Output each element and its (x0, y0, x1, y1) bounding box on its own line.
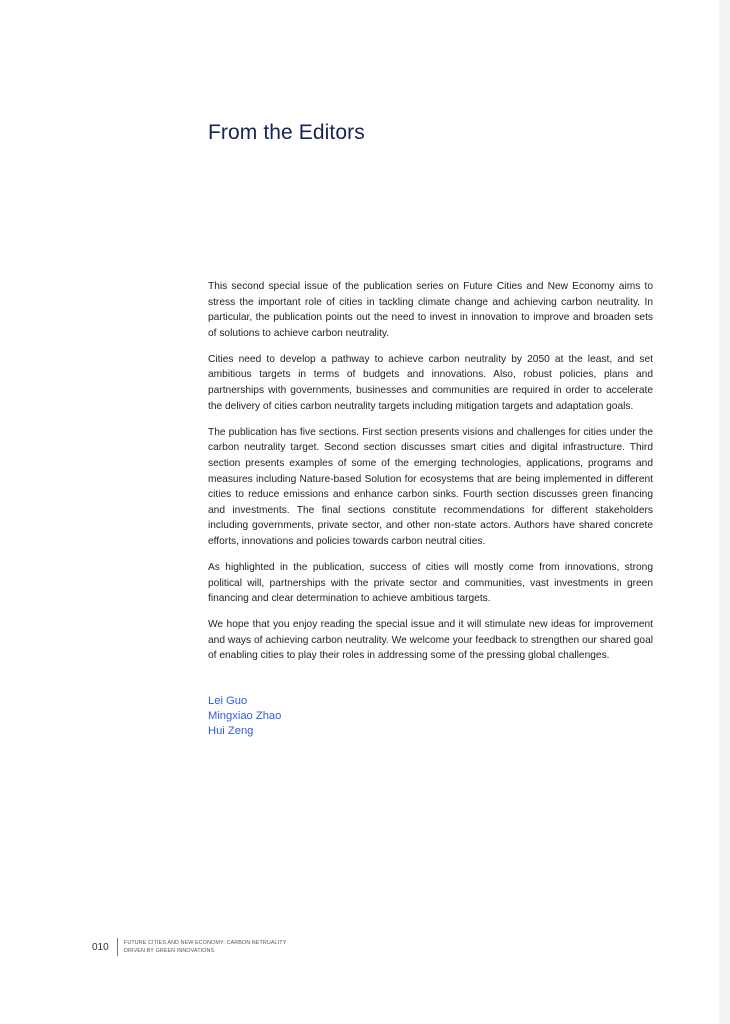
paragraph: The publication has five sections. First section presents visions and challenges for cities under the carbon neutrality target. Second section discusses smart cities and digital infrastructure. Third section presents examples of some of the emerging technologies, applications, programs and measures including Nature-based Solution for ecosystems that are being implemented in different cities to reduce emissions and enhance carbon sinks. Fourth section discusses green financing and investments. The final sections constitute recommendations for different stakeholders including governments, private sector, and other non-state actors. Authors have shared concrete efforts, innovations and policies towards carbon neutral cities. (208, 426, 653, 547)
page-edge (719, 0, 730, 1024)
footer-divider (117, 938, 118, 956)
editor-name: Lei Guo (208, 695, 248, 707)
paragraph: This second special issue of the publication series on Future Cities and New Economy aims to stress the important role of cities in tackling climate change and achieving carbon neutrality. In particular, the publication points out the need to invest in innovation to improve and broaden sets of solutions to achieve carbon neutrality. (208, 281, 653, 339)
editor-name: Hui Zeng (208, 725, 254, 737)
editor-name: Mingxiao Zhao (208, 710, 282, 722)
publication-title-line: FUTURE CITIES AND NEW ECONOMY: CARBON NETRUALITY (124, 940, 287, 946)
paragraph: Cities need to develop a pathway to achieve carbon neutrality by 2050 at the least, and set ambitious targets in terms of budgets and innovations. Also, robust policies, plans and partnerships with governments, businesses and communities are required in order to accelerate the delivery of cities carbon neutrality targets including mitigation targets and adaptation goals. (208, 353, 653, 412)
publication-title (124, 939, 286, 955)
page-title: From the Editors (208, 121, 365, 144)
body-text (208, 279, 653, 675)
page-number: 010 (92, 941, 109, 953)
page-footer (92, 936, 286, 958)
publication-title-line: DRIVEN BY GREEN INNOVATIONS (124, 948, 215, 954)
editor-signatures (208, 694, 281, 739)
paragraph: We hope that you enjoy reading the special issue and it will stimulate new ideas for improvement and ways of achieving carbon neutrality. We welcome your feedback to strengthen our shared goal of enabling cities to play their roles in addressing some of the pressing global challenges. (208, 619, 653, 662)
paragraph: As highlighted in the publication, success of cities will mostly come from innovations, strong political will, partnerships with the private sector and communities, vast investments in green financing and clear determination to achieve ambitious targets. (208, 562, 653, 605)
